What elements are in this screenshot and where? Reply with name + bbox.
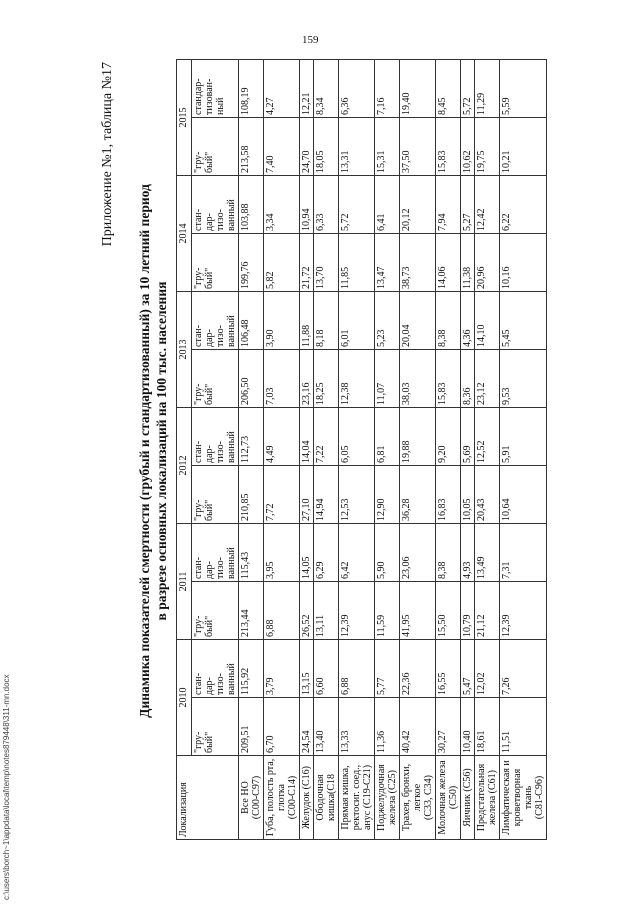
value-cell: 38,03: [400, 349, 436, 407]
value-cell: 3,79: [264, 640, 300, 698]
value-cell: 7,94: [436, 175, 461, 233]
value-cell: 4,93: [461, 523, 475, 581]
value-cell: 6,33: [314, 175, 339, 233]
crude-rate-header: "гру- бый": [192, 465, 239, 523]
value-cell: 20,04: [400, 291, 436, 349]
value-cell: 8,18: [314, 291, 339, 349]
value-cell: 103,88: [239, 175, 264, 233]
standardized-rate-header: стан- дар- тизо- ванный: [192, 291, 239, 349]
value-cell: 13,47: [375, 233, 400, 291]
value-cell: 12,21: [300, 59, 314, 117]
table-row: [314, 59, 339, 839]
value-cell: 18,05: [314, 117, 339, 175]
appendix-label: Приложение №1, таблица №17: [100, 62, 115, 247]
value-cell: 38,73: [400, 233, 436, 291]
standardized-rate-header: стан- дар- тизо- ванный: [192, 175, 239, 233]
value-cell: 10,79: [461, 582, 475, 640]
year-header-row: [177, 59, 192, 839]
value-cell: 6,42: [339, 523, 375, 581]
value-cell: 6,05: [339, 407, 375, 465]
value-cell: 7,40: [264, 117, 300, 175]
value-cell: 6,41: [375, 175, 400, 233]
table-row: [264, 59, 300, 839]
value-cell: 5,59: [500, 59, 547, 117]
year-header: 2012: [177, 407, 192, 523]
value-cell: 22,36: [400, 640, 436, 698]
value-cell: 7,72: [264, 465, 300, 523]
value-cell: 5,91: [500, 407, 547, 465]
localization-cell: Трахея, бронхи, легкое (С33, С34): [400, 756, 436, 840]
value-cell: 8,38: [436, 291, 461, 349]
crude-rate-header: "гру- бый": [192, 698, 239, 756]
value-cell: 7,16: [375, 59, 400, 117]
value-cell: 12,53: [339, 465, 375, 523]
value-cell: 8,34: [314, 59, 339, 117]
value-cell: 112,73: [239, 407, 264, 465]
value-cell: 5,72: [461, 59, 475, 117]
value-cell: 12,42: [475, 175, 500, 233]
footer-path: c:\users\borch~1\appdata\local\temp\notes879448\311-mn.docx: [2, 674, 11, 900]
value-cell: 11,07: [375, 349, 400, 407]
value-cell: 21,72: [300, 233, 314, 291]
value-cell: 13,40: [314, 698, 339, 756]
value-cell: 18,61: [475, 698, 500, 756]
localization-cell: Желудок (С16): [300, 756, 314, 840]
value-cell: 10,16: [500, 233, 547, 291]
value-cell: 6,36: [339, 59, 375, 117]
value-cell: 7,31: [500, 523, 547, 581]
value-cell: 10,40: [461, 698, 475, 756]
value-cell: 11,29: [475, 59, 500, 117]
value-cell: 24,70: [300, 117, 314, 175]
standardized-rate-header: стан- дар- тизо- ванный: [192, 407, 239, 465]
value-cell: 37,50: [400, 117, 436, 175]
value-cell: 10,62: [461, 117, 475, 175]
table-row: [400, 59, 436, 839]
value-cell: 15,50: [436, 582, 461, 640]
year-header: 2015: [177, 59, 192, 175]
value-cell: 5,82: [264, 233, 300, 291]
value-cell: 19,40: [400, 59, 436, 117]
value-cell: 14,10: [475, 291, 500, 349]
page-number: 159: [302, 34, 319, 46]
value-cell: 19,75: [475, 117, 500, 175]
value-cell: 115,92: [239, 640, 264, 698]
value-cell: 12,39: [339, 582, 375, 640]
footer: [2, 674, 72, 900]
value-cell: 3,90: [264, 291, 300, 349]
value-cell: 12,38: [339, 349, 375, 407]
value-cell: 4,49: [264, 407, 300, 465]
mortality-table: [176, 59, 547, 840]
value-cell: 11,51: [500, 698, 547, 756]
value-cell: 5,45: [500, 291, 547, 349]
table-row: [436, 59, 461, 839]
table-title: [136, 56, 170, 846]
title-line-2: в разрезе основных локализаций на 100 тыс. населения: [154, 281, 169, 621]
value-cell: 15,31: [375, 117, 400, 175]
value-cell: 11,36: [375, 698, 400, 756]
value-cell: 13,15: [300, 640, 314, 698]
localization-cell: Все НО (С00-С97): [239, 756, 264, 840]
localization-cell: Поджелудочная железа (С25): [375, 756, 400, 840]
subheader-row: [192, 59, 239, 839]
value-cell: 10,05: [461, 465, 475, 523]
value-cell: 16,83: [436, 465, 461, 523]
value-cell: 13,49: [475, 523, 500, 581]
value-cell: 10,64: [500, 465, 547, 523]
value-cell: 16,55: [436, 640, 461, 698]
value-cell: 15,83: [436, 117, 461, 175]
value-cell: 6,60: [314, 640, 339, 698]
value-cell: 5,69: [461, 407, 475, 465]
value-cell: 6,29: [314, 523, 339, 581]
value-cell: 7,26: [500, 640, 547, 698]
value-cell: 26,52: [300, 582, 314, 640]
table-row: [475, 59, 500, 839]
localization-cell: Молочная железа (С50): [436, 756, 461, 840]
crude-rate-header: "гру- бый": [192, 117, 239, 175]
value-cell: 199,76: [239, 233, 264, 291]
value-cell: 8,38: [436, 523, 461, 581]
value-cell: 27,10: [300, 465, 314, 523]
value-cell: 210,85: [239, 465, 264, 523]
value-cell: 206,50: [239, 349, 264, 407]
value-cell: 5,27: [461, 175, 475, 233]
value-cell: 11,88: [300, 291, 314, 349]
value-cell: 5,90: [375, 523, 400, 581]
value-cell: 6,70: [264, 698, 300, 756]
localization-cell: Губа, полость рта, глотка (С00-С14): [264, 756, 300, 840]
value-cell: 5,47: [461, 640, 475, 698]
table-row: [461, 59, 475, 839]
standardized-rate-header: стан- дар- тизо- ванный: [192, 523, 239, 581]
table-body: [239, 59, 547, 839]
value-cell: 108,19: [239, 59, 264, 117]
table-row: [239, 59, 264, 839]
table-row: [500, 59, 547, 839]
value-cell: 11,38: [461, 233, 475, 291]
value-cell: 20,12: [400, 175, 436, 233]
value-cell: 13,70: [314, 233, 339, 291]
localization-header: Локализация: [177, 756, 239, 840]
year-header: 2010: [177, 640, 192, 756]
value-cell: 10,21: [500, 117, 547, 175]
value-cell: 5,77: [375, 640, 400, 698]
value-cell: 9,53: [500, 349, 547, 407]
value-cell: 5,23: [375, 291, 400, 349]
value-cell: 19,88: [400, 407, 436, 465]
value-cell: 41,95: [400, 582, 436, 640]
value-cell: 14,06: [436, 233, 461, 291]
value-cell: 4,36: [461, 291, 475, 349]
value-cell: 23,12: [475, 349, 500, 407]
value-cell: 6,01: [339, 291, 375, 349]
localization-cell: Лимфатическая и кроветворная ткань (С81-С96): [500, 756, 547, 840]
value-cell: 18,25: [314, 349, 339, 407]
value-cell: 213,58: [239, 117, 264, 175]
table-row: [339, 59, 375, 839]
value-cell: 12,39: [500, 582, 547, 640]
localization-cell: Предстательная железа (С61): [475, 756, 500, 840]
crude-rate-header: "гру- бый": [192, 582, 239, 640]
value-cell: 6,22: [500, 175, 547, 233]
value-cell: 40,42: [400, 698, 436, 756]
value-cell: 10,94: [300, 175, 314, 233]
value-cell: 6,88: [339, 640, 375, 698]
value-cell: 11,85: [339, 233, 375, 291]
localization-cell: Прямая кишка, ректосиг. соед., анус (С19-С21): [339, 756, 375, 840]
value-cell: 8,45: [436, 59, 461, 117]
value-cell: 9,20: [436, 407, 461, 465]
crude-rate-header: "гру- бый": [192, 349, 239, 407]
value-cell: 14,05: [300, 523, 314, 581]
value-cell: 12,90: [375, 465, 400, 523]
value-cell: 5,72: [339, 175, 375, 233]
value-cell: 30,27: [436, 698, 461, 756]
value-cell: 6,81: [375, 407, 400, 465]
value-cell: 7,22: [314, 407, 339, 465]
value-cell: 14,94: [314, 465, 339, 523]
value-cell: 20,43: [475, 465, 500, 523]
standardized-rate-header: стан- дар- тизо- ванный: [192, 640, 239, 698]
value-cell: 13,31: [339, 117, 375, 175]
value-cell: 36,28: [400, 465, 436, 523]
localization-cell: Яичник (С56): [461, 756, 475, 840]
year-header: 2011: [177, 523, 192, 639]
value-cell: 15,83: [436, 349, 461, 407]
crude-rate-header: "гру- бый": [192, 233, 239, 291]
value-cell: 14,04: [300, 407, 314, 465]
value-cell: 23,16: [300, 349, 314, 407]
title-line-1: Динамика показателей смертности (грубый и стандартизованный) за 10 летний период: [137, 184, 152, 718]
value-cell: 12,02: [475, 640, 500, 698]
value-cell: 13,11: [314, 582, 339, 640]
year-header: 2014: [177, 175, 192, 291]
value-cell: 4,27: [264, 59, 300, 117]
value-cell: 24,54: [300, 698, 314, 756]
value-cell: 23,06: [400, 523, 436, 581]
value-cell: 115,43: [239, 523, 264, 581]
standardized-rate-header: стандар- тизован- ный: [192, 59, 239, 117]
value-cell: 20,96: [475, 233, 500, 291]
value-cell: 3,95: [264, 523, 300, 581]
value-cell: 213,44: [239, 582, 264, 640]
table-row: [300, 59, 314, 839]
value-cell: 3,34: [264, 175, 300, 233]
value-cell: 6,88: [264, 582, 300, 640]
value-cell: 21,12: [475, 582, 500, 640]
value-cell: 106,48: [239, 291, 264, 349]
value-cell: 7,03: [264, 349, 300, 407]
value-cell: 209,51: [239, 698, 264, 756]
localization-cell: Ободочная кишка(С18: [314, 756, 339, 840]
year-header: 2013: [177, 291, 192, 407]
value-cell: 11,59: [375, 582, 400, 640]
rotated-sheet: [100, 56, 615, 846]
value-cell: 13,33: [339, 698, 375, 756]
value-cell: 8,36: [461, 349, 475, 407]
value-cell: 12,52: [475, 407, 500, 465]
table-row: [375, 59, 400, 839]
